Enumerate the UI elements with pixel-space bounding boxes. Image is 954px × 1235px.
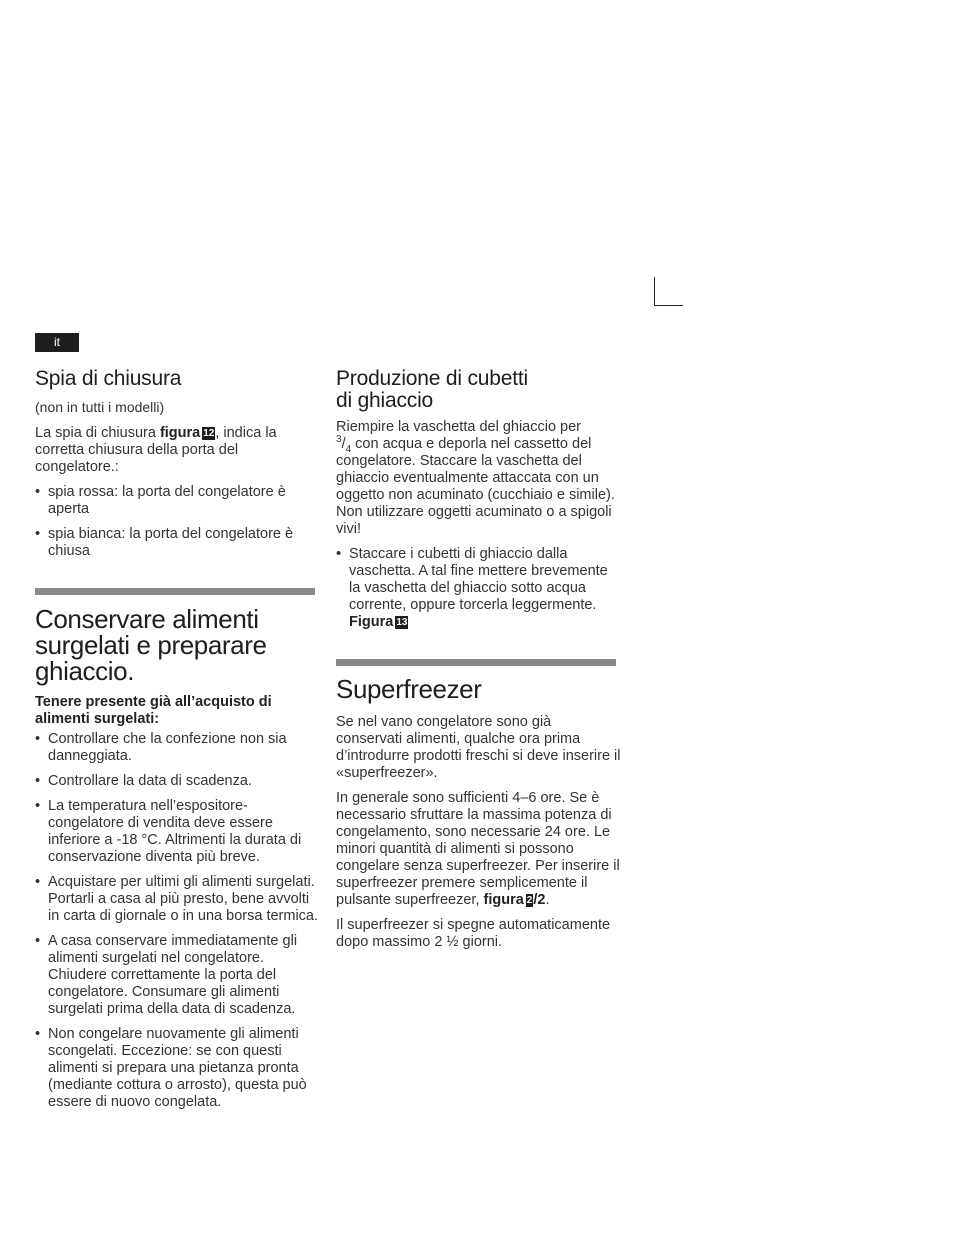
left-column (35, 368, 320, 1111)
crop-mark (654, 277, 683, 306)
section-divider (35, 588, 315, 595)
conservare-lead: Tenere presente già all’acquisto di alimenti surgelati: (35, 694, 272, 727)
fraction-denominator: 4 (345, 443, 352, 455)
section-divider (336, 659, 616, 666)
spia-title: Spia di chiusura (35, 367, 182, 390)
list-item: • spia bianca: la porta del congelatore è chiusa (35, 526, 320, 560)
ghiaccio-list (336, 546, 621, 631)
right-column (336, 368, 621, 951)
conservare-list (35, 731, 320, 1111)
figure-2-badge: 2 (526, 895, 533, 906)
list-item: • spia rossa: la porta del congelatore è aperta (35, 484, 320, 518)
ghiaccio-paragraph: Riempire la vaschetta del ghiaccio per $^3/_4$ con acqua e deporla nel cassetto del congelatore. Staccare la vaschetta del ghiaccio eventualmente attaccata con un oggetto non acuminato (cucchiaio e simile). Non utilizzare oggetti acuminato o a spigoli vivi! (336, 419, 615, 537)
figure-ref-label: figura (483, 892, 524, 908)
spia-note: (non in tutti i modelli) (35, 399, 165, 415)
list-item: • Staccare i cubetti di ghiaccio dalla vaschetta. A tal fine mettere brevemente la vaschetta del ghiaccio sotto acqua corrente, oppure torcerla leggermente. Figura 13 (336, 546, 621, 631)
superfreezer-paragraph-1: Se nel vano congelatore sono già conservati alimenti, qualche ora prima d’introdurre prodotti freschi si deve inserire il «superfreezer». (336, 714, 621, 781)
list-item: • Non congelare nuovamente gli alimenti scongelati. Eccezione: se con questi alimenti si prepara una pietanza pronta (mediante cottura o arrosto), questa può essere di nuovo congelata. (35, 1026, 320, 1111)
list-item: • La temperatura nell’espositore-congelatore di vendita deve essere inferiore a -18 °C. Altrimenti la durata di conservazione diventa più breve. (35, 798, 320, 866)
list-item: • A casa conservare immediatamente gli alimenti surgelati nel congelatore. Chiudere correttamente la porta del congelatore. Consumare gli alimenti surgelati prima della data di scadenza. (35, 933, 320, 1018)
superfreezer-paragraph-3: Il superfreezer si spegne automaticamente dopo massimo 2 ½ giorni. (336, 917, 611, 950)
figure-ref-label: Figura (349, 614, 394, 630)
spia-intro: La spia di chiusura figura 12, indica la corretta chiusura della porta del congelatore.: (35, 425, 277, 475)
figure-12-badge: 12 (203, 428, 215, 439)
figure-ref-label: figura (159, 425, 201, 441)
list-item: • Controllare la data di scadenza. (35, 773, 320, 790)
superfreezer-title: Superfreezer (336, 674, 482, 704)
superfreezer-paragraph-2: In generale sono sufficienti 4–6 ore. Se è necessario sfruttare la massima potenza di congelamento, sono necessarie 24 ore. Le minori quantità di alimenti si possono congelare senza superfreezer. Per inserire il superfreezer premere semplicemente il pulsante superfreezer, figura 2/2. (336, 790, 620, 908)
list-item: • Controllare che la confezione non sia danneggiata. (35, 731, 320, 765)
ghiaccio-title: Produzione di cubetti di ghiaccio (336, 367, 528, 412)
fraction-numerator: 3 (336, 434, 342, 446)
conservare-title: Conservare alimenti surgelati e preparare ghiaccio. (35, 604, 267, 686)
figure-13-badge: 13 (396, 617, 408, 628)
list-item: • Acquistare per ultimi gli alimenti surgelati. Portarli a casa al più presto, bene avvolti in carta di giornale o in una borsa termica. (35, 874, 320, 925)
language-tab: it (35, 333, 79, 352)
spia-list (35, 484, 320, 560)
